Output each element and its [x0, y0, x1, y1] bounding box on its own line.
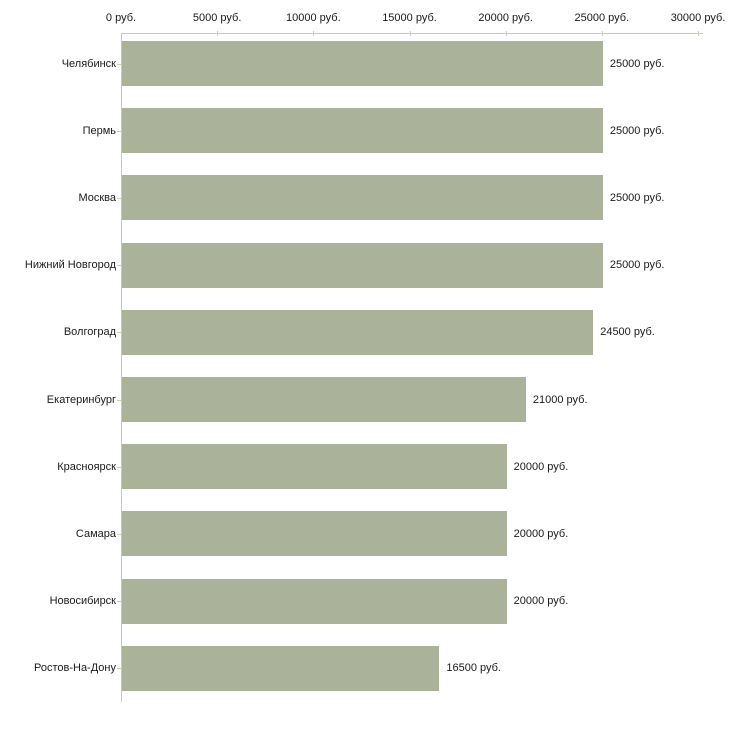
bar — [122, 41, 603, 86]
y-axis-tick-mark — [117, 64, 121, 65]
x-axis-tick-label: 5000 руб. — [192, 12, 242, 24]
value-label: 20000 руб. — [513, 595, 569, 608]
x-axis-tick-mark — [217, 31, 218, 36]
value-label: 21000 руб. — [532, 393, 588, 406]
bar — [122, 646, 439, 691]
y-axis-tick-mark — [117, 467, 121, 468]
category-label: Новосибирск — [49, 595, 116, 608]
x-axis-tick-label: 20000 руб. — [478, 12, 533, 24]
x-axis-tick-label: 30000 руб. — [670, 12, 726, 24]
y-axis-tick-mark — [117, 198, 121, 199]
x-axis-tick-label: 0 руб. — [105, 12, 137, 24]
value-label: 20000 руб. — [513, 527, 569, 540]
y-axis-tick-mark — [117, 534, 121, 535]
y-axis-tick-mark — [117, 131, 121, 132]
x-axis-tick-mark — [313, 31, 314, 36]
y-axis-tick-mark — [117, 265, 121, 266]
bar — [122, 511, 507, 556]
x-axis-tick-mark — [602, 31, 603, 36]
x-axis-tick-label: 10000 руб. — [286, 12, 341, 24]
y-axis-tick-mark — [117, 601, 121, 602]
x-axis-tick-label: 25000 руб. — [574, 12, 630, 24]
bar — [122, 444, 507, 489]
category-label: Ростов-На-Дону — [33, 662, 116, 675]
x-axis-tick-mark — [506, 31, 507, 36]
category-label: Нижний Новгород — [24, 259, 116, 272]
bar — [122, 108, 603, 153]
category-label: Челябинск — [61, 57, 116, 70]
bar — [122, 579, 507, 624]
category-label: Екатеринбург — [46, 393, 116, 406]
x-axis-tick-label: 15000 руб. — [382, 12, 437, 24]
value-label: 16500 руб. — [446, 662, 501, 675]
value-label: 24500 руб. — [600, 326, 655, 339]
bar — [122, 310, 593, 355]
value-label: 25000 руб. — [609, 259, 665, 272]
category-label: Самара — [75, 527, 116, 540]
category-label: Пермь — [82, 124, 116, 137]
y-axis-tick-mark — [117, 332, 121, 333]
bar — [122, 377, 526, 422]
bar — [122, 243, 603, 288]
value-label: 25000 руб. — [609, 124, 665, 137]
x-axis-tick-mark — [410, 31, 411, 36]
value-label: 25000 руб. — [609, 57, 665, 70]
value-label: 20000 руб. — [513, 460, 569, 473]
category-label: Волгоград — [63, 326, 116, 339]
y-axis-tick-mark — [117, 400, 121, 401]
value-label: 25000 руб. — [609, 191, 665, 204]
bar — [122, 175, 603, 220]
category-label: Москва — [78, 191, 116, 204]
x-axis-tick-mark — [698, 31, 699, 36]
y-axis-tick-mark — [117, 668, 121, 669]
category-label: Красноярск — [57, 460, 116, 473]
x-axis-line — [121, 33, 703, 34]
